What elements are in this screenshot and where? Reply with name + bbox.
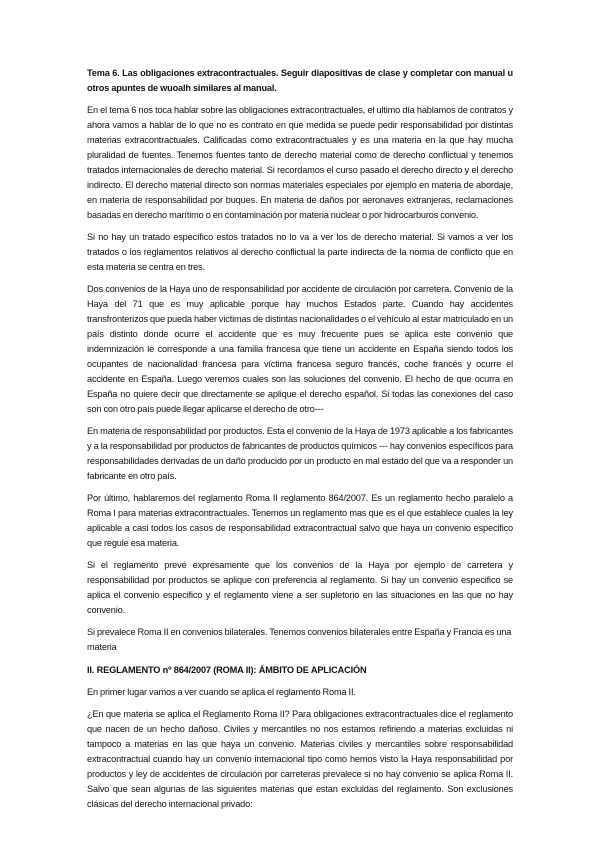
paragraph-material-scope: ¿En que materia se aplica el Reglamento Roma II? Para obligaciones extracontractuales dice el reglamento que nacen de un hecho dañoso. Civiles y mercantiles no nos estamos refiriendo a materias excluidas ni tampoco a materias en las que haya un convenio. Materias civiles y mercantiles sobre responsabilidad extracontractual cuando hay un convenio internacional tipo como hemos visto la Haya responsabilidad por productos y ley de accidentes de circulación por carreteras prevalece si no hay convenio se aplica Roma II. Salvo que sean algunas de las siguientes materias que estan excluidas del reglamento. Son exclusiones clásicas del derecho internacional privado: bbox=[87, 709, 513, 809]
document-title-paragraph: Tema 6. Las obligaciones extracontractuales. Seguir diapositivas de clase y completar con manual u otros apuntes de wuoalh similares al manual. bbox=[87, 68, 513, 93]
paragraph-hague-conventions: Dos convenios de la Haya uno de responsabilidad por accidente de circulación por carretera. Convenio de la Haya del 71 que es muy aplicable porque hay muchos Estados parte. Cuando hay accidentes transfronterizos que pueda haber victimas de distintas nacionalidades o el vehículo al estar matriculado en un país distinto donde ocurre el accidente que es muy frecuente pues se aplica este convenio que indemnización le corresponde a una familia francesa que tiene un accidente en España siendo todos los ocupantes de nacionalidad francesa para víctima francesa seguro francés, coche francés y ocurre el accidente en España. Luego veremos cuales son las soluciones del convenio. El hecho de que ocurra en España no quiere decir que directamente se aplique el derecho español. Si todas las conexiones del caso son con otro país puede llegar aplicarse el derecho de otro--- bbox=[87, 284, 513, 414]
paragraph-product-liability: En materia de responsabilidad por productos. Esta el convenio de la Haya de 1973 aplicable a los fabricantes y a la responsabilidad por productos de fabricantes de productos químicos --- hay convenios específicos para responsabilidades derivadas de un daño producido por un producto en mal estado del que va a responder un fabricante en otro país. bbox=[87, 425, 513, 481]
paragraph-when-applies: En primer lugar vamos a ver cuando se aplica el reglamento Roma II. bbox=[87, 687, 356, 698]
paragraph-conflict-treaties: Si no hay un tratado específico estos tratados no lo va a ver los de derecho material. Si vamos a ver los tratados o los reglamentos relativos al derecho conflictual la parte indirecta de la norma de conflicto que en esta materia se centra en tres. bbox=[87, 232, 513, 272]
paragraph-bilateral-conventions: Si prevalece Roma II en convenios bilaterales. Tenemos convenios bilaterales entre España y Francia es una materia bbox=[87, 627, 512, 653]
paragraph-rome-ii-intro: Por último, hablaremos del reglamento Roma II reglamento 864/2007. Es un reglamento hecho paralelo a Roma I para materias extracontractuales. Tenemos un reglamento mas que es el que establece cuales la ley aplicable a casi todos los casos de responsabilidad extracontractual salvo que haya un convenio especifico que regule esa materia. bbox=[87, 493, 513, 548]
section-heading: II. REGLAMENTO nº 864/2007 (ROMA II): ÁMBITO DE APLICACIÓN bbox=[87, 664, 367, 675]
document-page bbox=[87, 66, 513, 819]
paragraph-intro: En el tema 6 nos toca hablar sobre las obligaciones extracontractuales, el ultimo día hablamos de contratos y ahora vamos a hablar de lo que no es contrato en que medida se puede pedir responsabilidad por distintas materias extracontractuales. Calificadas como extracontractuales y es una materia en la que hay mucha pluralidad de fuentes. Tenemos fuentes tanto de derecho material como de derecho conflictual y tenemos tratados internacionales de derecho material. Si recordamos el curso pasado el derecho directo y el derecho indirecto. El derecho material directo son normas materiales especiales por ejemplo en materia de abordaje, en materia de responsabilidad por buques. En materia de daños por aeronaves extranjeras, reclamaciones basadas en derecho marítimo o en contaminación por materia nuclear o por hidrocarburos convenio. bbox=[87, 105, 513, 220]
paragraph-regulation-preference: Si el reglamento prevé expresamente que los convenios de la Haya por ejemplo de carretera y responsabilidad por productos se aplique con preferencia al reglamento. Si hay un convenio especifico se aplica el convenio especifico y el reglamento viene a ser supletorio en las situaciones en las que no hay convenio. bbox=[87, 560, 513, 615]
